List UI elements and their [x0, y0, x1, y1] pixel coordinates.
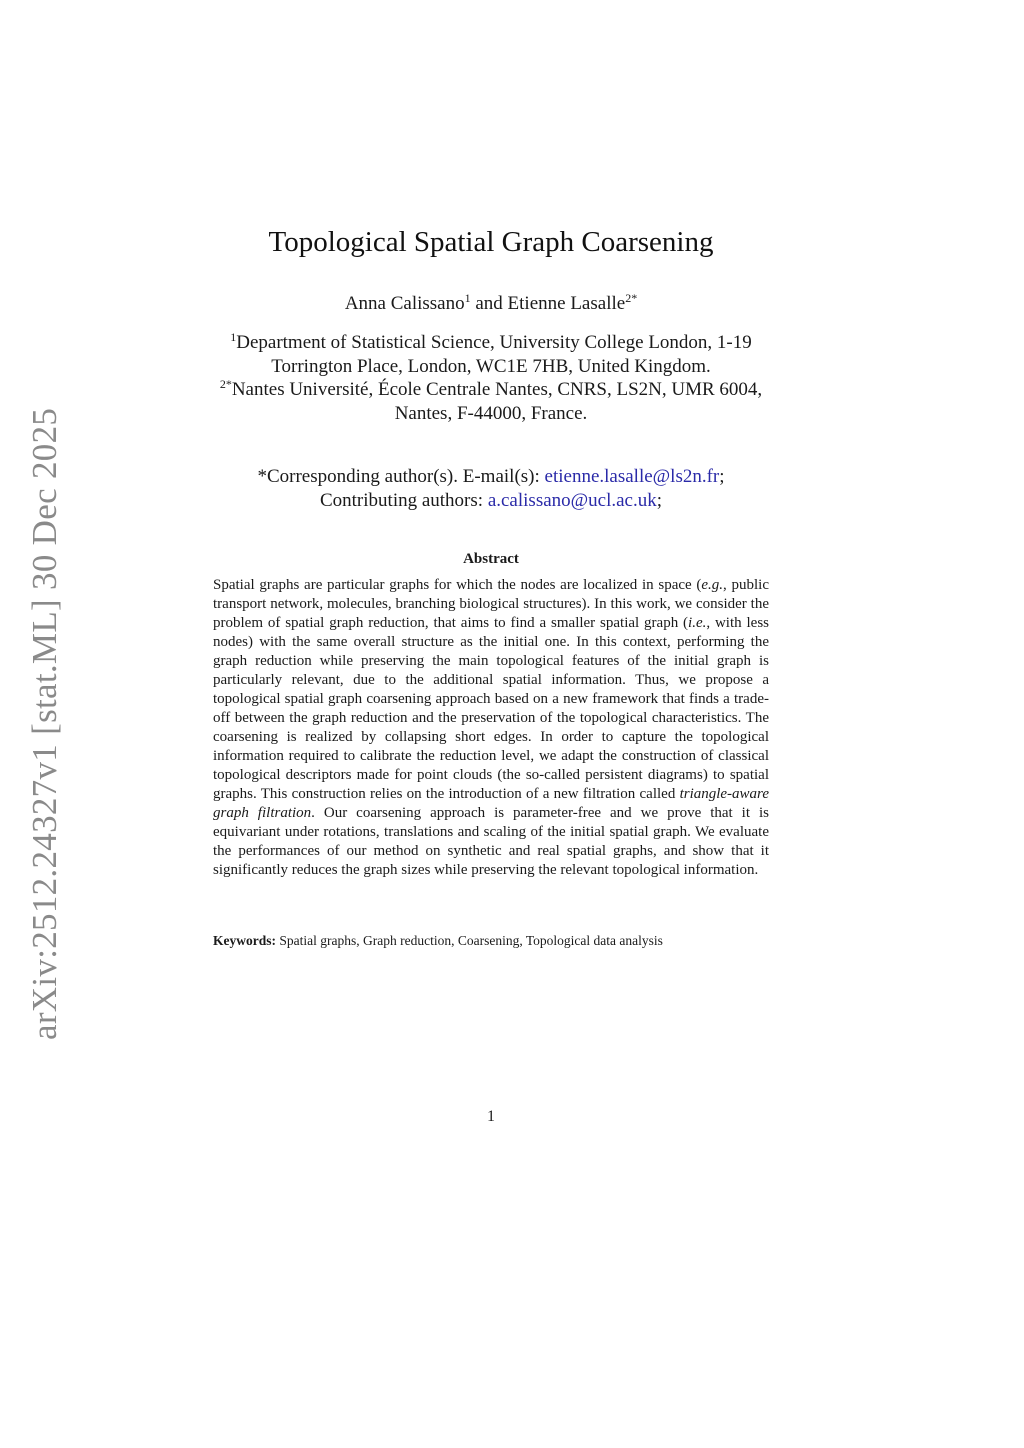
- abstract-text: Spatial graphs are particular graphs for which the nodes are localized in space (e.g., public transport network, molecules, branching biological structures). In this work, we consider the problem of spatial graph reduction, that aims to find a smaller spatial graph (i.e., with less nodes) with the same overall structure as the initial one. In this context, performing the graph reduction while preserving the main topological features of the initial graph is particularly relevant, due to the additional spatial information. Thus, we propose a topological spatial graph coarsening approach based on a new framework that finds a trade-off between the graph reduction and the preservation of the topological characteristics. The coarsening is realized by collapsing short edges. In order to capture the topological information required to calibrate the reduction level, we adapt the construction of classical topological descriptors made for point clouds (the so-called persistent diagrams) to spatial graphs. This construction relies on the introduction of a new filtration called triangle-aware graph filtration. Our coarsening approach is parameter-free and we prove that it is equivariant under rotations, translations and scaling of the initial spatial graph. We evaluate the performances of our method on synthetic and real spatial graphs, and show that it significantly reduces the graph sizes while preserving the relevant topological information.: [213, 577, 769, 878]
- author-name: Anna Calissano: [344, 293, 465, 314]
- arxiv-identifier: arXiv:2512.24327v1 [stat.ML] 30 Dec 2025: [25, 407, 64, 1040]
- corresponding-author-line: *Corresponding author(s). E-mail(s): etienne.lasalle@ls2n.fr;: [257, 466, 725, 487]
- keywords-label: Keywords:: [213, 933, 276, 948]
- affiliation-2: [0, 378, 982, 425]
- author-affiliation-mark: 2*: [625, 291, 638, 305]
- author-name: Etienne Lasalle: [507, 293, 626, 314]
- affiliation-mark: 1: [230, 330, 237, 344]
- author-list: [0, 293, 982, 315]
- corresponding-email-link[interactable]: etienne.lasalle@ls2n.fr: [544, 466, 720, 487]
- author-connector: and: [470, 293, 508, 314]
- abstract-emphasis: i.e.: [688, 615, 707, 631]
- abstract-emphasis: triangle-aware graph filtration: [213, 786, 769, 821]
- page-number: 1: [487, 1108, 495, 1125]
- author-affiliation-mark: 1: [464, 291, 471, 305]
- contributing-email-link[interactable]: a.calissano@ucl.ac.uk: [487, 490, 657, 511]
- abstract-heading: Abstract: [463, 551, 519, 567]
- correspondence-block: [0, 465, 982, 513]
- affiliation-line: Torrington Place, London, WC1E 7HB, United Kingdom.: [271, 355, 711, 377]
- affiliation-line: $^{2*}$Nantes Université, École Centrale Nantes, CNRS, LS2N, UMR 6004,: [219, 377, 763, 400]
- affiliation-mark: 2*: [219, 377, 232, 391]
- paper-title: Topological Spatial Graph Coarsening: [268, 226, 714, 258]
- affiliation-line: $^1$Department of Statistical Science, University College London, 1-19: [230, 330, 752, 353]
- keywords-text: Spatial graphs, Graph reduction, Coarsening, Topological data analysis: [276, 933, 663, 948]
- keywords-line: [213, 933, 813, 949]
- affiliation-line: Nantes, F-44000, France.: [394, 402, 588, 424]
- contributing-authors-line: Contributing authors: a.calissano@ucl.ac.uk;: [319, 490, 662, 511]
- abstract-emphasis: e.g.: [701, 577, 724, 593]
- affiliation-1: [0, 331, 982, 378]
